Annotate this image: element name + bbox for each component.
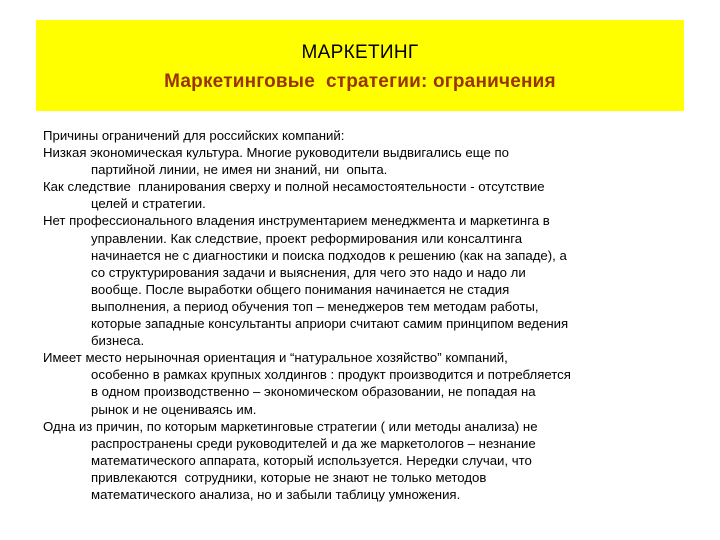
slide-subtitle: Маркетинговые стратегии: ограничения bbox=[164, 71, 556, 92]
reason-paragraph-5: Одна из причин, по которым маркетинговые стратегии ( или методы анализа) не распространены среди руководителей и да же маркетологов – незнание математического аппарата, который используется. Нередки случаи, что привлекаются сотрудники, которые не знают не только методов математического анализа, но и забыли таблицу умножения. bbox=[43, 418, 538, 502]
slide-body bbox=[43, 127, 691, 503]
slide-header bbox=[36, 20, 684, 111]
reason-paragraph-2: Как следствие планирования сверху и полной несамостоятельности - отсутствие целей и стратегии. bbox=[43, 179, 545, 212]
reason-paragraph-4: Имеет место нерыночная ориентация и “натуральное хозяйство” компаний, особенно в рамках крупных холдингов : продукт производится и потребляется в одном производственно – экономическом образовании, не попадая на рынок и не оцениваясь им. bbox=[43, 350, 571, 417]
slide-title: МАРКЕТИНГ bbox=[301, 42, 419, 63]
intro-line: Причины ограничений для российских компаний: bbox=[43, 128, 345, 143]
reason-paragraph-3: Нет профессионального владения инструментарием менеджмента и маркетинга в управлении. Как следствие, проект реформирования или консалтинга начинается не с диагностики и поиска подходов к решению (как на западе), а со структурирования задачи и выяснения, для чего это надо и надо ли вообще. После выработки общего понимания начинается не стадия выполнения, а период обучения топ – менеджеров тем методам работы, которые западные консультанты априори считают самим принципом ведения бизнеса. bbox=[43, 213, 569, 349]
reason-paragraph-1: Низкая экономическая культура. Многие руководители выдвигались еще по партийной линии, не имея ни знаний, ни опыта. bbox=[43, 145, 509, 178]
